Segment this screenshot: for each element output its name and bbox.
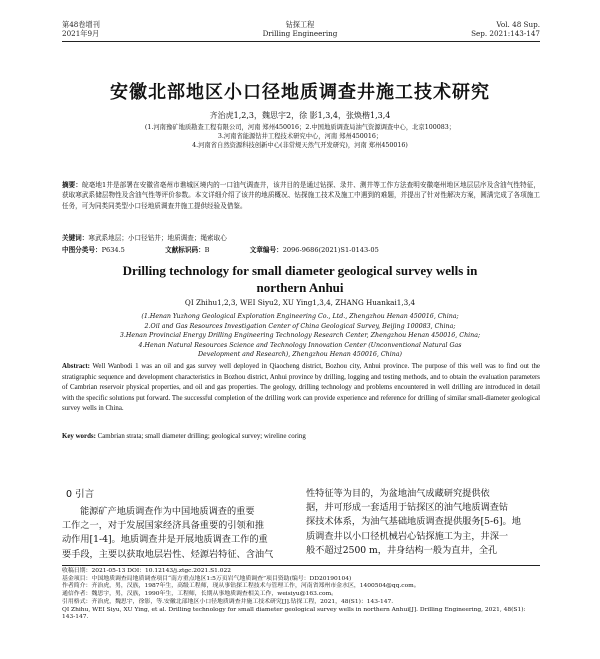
keywords-en-text: Cambrian strata; small diameter drilling; geological survey; wireline coring <box>97 433 306 440</box>
affiliations-en <box>60 312 540 360</box>
abstract-en <box>62 362 540 415</box>
affiliation-cn-3: 4.河南省自然资源科技创新中心(非常规天然气开发研究)，河南 郑州450016) <box>192 141 408 149</box>
body-right-column <box>306 487 540 558</box>
authors-en: QI Zhihu1,2,3, WEI Siyu2, XU Ying1,3,4, ZHANG Huankai1,3,4 <box>184 298 416 307</box>
journal-volume <box>62 20 100 38</box>
abstract-en-label: Abstract: <box>62 363 90 370</box>
english-title <box>0 262 600 296</box>
footnote-funding: 基金项目：中国地质调查局地质调查项目“南方重点地区1:5万页岩气地质调查”项目资助(编号：DD20190104) <box>62 575 352 582</box>
right-line-2: 据，并可形成一套适用于钻探区的油气地质调查钻 <box>306 502 509 514</box>
left-line-1: 能源矿产地质调查作为中国地质调查的重要 <box>80 506 255 517</box>
header-rule <box>62 41 540 42</box>
journal-issue <box>400 20 540 38</box>
footnote-corresponding: 通信作者：魏思宇，男，汉族，1990年生，工程师，长期从事地质调查相关工作，weisiyu@163.com。 <box>62 591 338 598</box>
body-left-column <box>62 505 292 562</box>
affiliation-en-1: (1.Henan Yuzhong Geological Exploration Engineering Co., Ltd., Zhengzhou Henan 450016, China; <box>141 313 459 320</box>
keywords-cn-label: 关键词： <box>62 234 89 242</box>
abstract-cn-label: 摘要： <box>62 181 83 189</box>
header-left-line1: 第48卷增刊 <box>62 20 100 29</box>
class-label: 中图分类号： <box>62 246 102 254</box>
header-right-line1: Vol. 48 Sup. <box>496 20 540 29</box>
keywords-en <box>62 432 540 442</box>
journal-name <box>200 20 400 38</box>
footnote-received: 收稿日期：2021-05-13 DOI：10.12143/j.ztgc.2021.S1.022 <box>62 568 232 574</box>
affiliation-cn-2: 3.河南省能源钻井工程技术研究中心，河南 郑州450016； <box>217 132 383 140</box>
left-line-2: 工作之一，对于发展国家经济具备重要的引领和推 <box>62 520 265 532</box>
article-no-label: 文章编号： <box>249 246 283 254</box>
doc-code: B <box>204 246 210 254</box>
right-line-4: 质调查井以小口径机械岩心钻探施工为主，井深一 <box>306 530 509 542</box>
affiliation-en-4: 4.Henan Natural Resources Science and Technology Innovation Center (Unconventional Natural Gas <box>138 341 462 349</box>
left-line-3: 动作用[1-4]。地质调查井是开展地质调查工作的重 <box>62 534 268 546</box>
header-left-line2: 2021年9月 <box>62 29 100 38</box>
left-line-4: 要手段，主要以获取地层岩性、烃源岩特征、含油气 <box>62 548 274 560</box>
english-title-line1: Drilling technology for small diameter geological survey wells in <box>122 263 478 278</box>
affiliation-en-3: 3.Henan Provincial Energy Drilling Engineering Technology Research Center, Zhengzhou Henan 450016, China; <box>119 332 481 340</box>
footnote-author: 作者简介：齐治虎，男，汉族，1987年生，高级工程师，现从事钻探工程技术与管理工作，河南省郑州市金水区，1400504@qq.com。 <box>62 583 420 590</box>
article-no: 2096-9686(2021)S1-0143-05 <box>282 246 379 254</box>
footnote-rule <box>62 565 540 566</box>
abstract-cn-text: 皖亳地1井是部署在安徽省亳州市谯城区境内的一口油气调查井，该井目的是通过钻探、录井、测井等工作方法查明安徽亳州地区地层层序及含油气性特征，获取寒武系储层物性及含油气性等评价参数。本文详细介绍了该井的地质概况、钻探施工技术及施工中遇到的难题，并提出了针对性解决方案，圆满完成了各项施工任务，可为同类同类型小口径地质调查井施工提供经验及借鉴。 <box>62 181 541 210</box>
authors-cn: 齐治虎1,2,3，魏思宇2，徐 影1,3,4，张焕楷1,3,4 <box>209 111 391 120</box>
doc-code-label: 文献标识码： <box>165 246 205 254</box>
header-right-line2: Sep. 2021:143-147 <box>471 29 540 38</box>
page-title: 安徽北部地区小口径地质调查井施工技术研究 <box>110 82 490 103</box>
affiliations-cn <box>60 124 540 150</box>
abstract-cn <box>62 180 540 211</box>
abstract-en-text: Well Wanbodi 1 was an oil and gas survey well deployed in Qiaocheng district, Bozhou city, Anhui province. The purpose of this well was to find out the stratigraphic sequence and development characteristics in Bozhou district, Anhui province by drilling, logging and testing methods, and to obtain the evaluation parameters of Cambrian reservoir physical properties, and oil and gas properties. The geology, drilling technology and problems encountered in well drilling are introduced in detail with the specific solutions put forward. The successful completion of the drilling work can provide experience and reference for drilling of similar small-diameter geological survey wells in China. <box>62 363 540 413</box>
header-center-line1: 钻探工程 <box>285 20 315 29</box>
classification-line <box>62 245 540 255</box>
section-heading: 0 引言 <box>66 489 95 500</box>
footnote-citation-cn: 引用格式：齐治虎，魏思宇，徐影，等.安徽北部地区小口径地质调查井施工技术研究[J].钻探工程，2021，48(S1)：143-147. <box>62 598 394 605</box>
affiliation-en-2: 2.Oil and Gas Resources Investigation Center of China Geological Survey, Beijing 100083, China; <box>144 322 456 330</box>
footnote-citation-en: QI Zhihu, WEI Siyu, XU Ying, et al. Drilling technology for small diameter geological survey wells in northern Anhui[J]. Drilling Engineering, 2021, 48(S1): 143-147. <box>62 606 526 621</box>
footnotes <box>62 568 540 622</box>
keywords-en-label: Key words: <box>62 433 96 440</box>
right-line-3: 探技术体系，为油气基础地质调查提供服务[5-6]。地 <box>306 516 521 528</box>
header-center-line2: Drilling Engineering <box>262 29 338 38</box>
keywords-cn <box>62 233 540 243</box>
affiliation-cn-1: (1.河南豫矿地质勘查工程有限公司，河南 郑州450016；2.中国地质调查局油气资源调查中心，北京100083； <box>144 124 456 131</box>
right-line-5: 般不超过2500 m，井身结构一般为直井，全孔 <box>306 544 498 556</box>
english-title-line2: northern Anhui <box>256 280 344 295</box>
affiliation-en-5: Development and Research), Zhengzhou Henan 450016, China) <box>198 351 402 359</box>
keywords-cn-text: 寒武系地层；小口径钻井；地质调查；绳索取心 <box>88 234 227 242</box>
class-no: P634.5 <box>101 246 125 254</box>
right-line-1: 性特征等为目的，为盆地油气成藏研究提供依 <box>306 488 490 499</box>
